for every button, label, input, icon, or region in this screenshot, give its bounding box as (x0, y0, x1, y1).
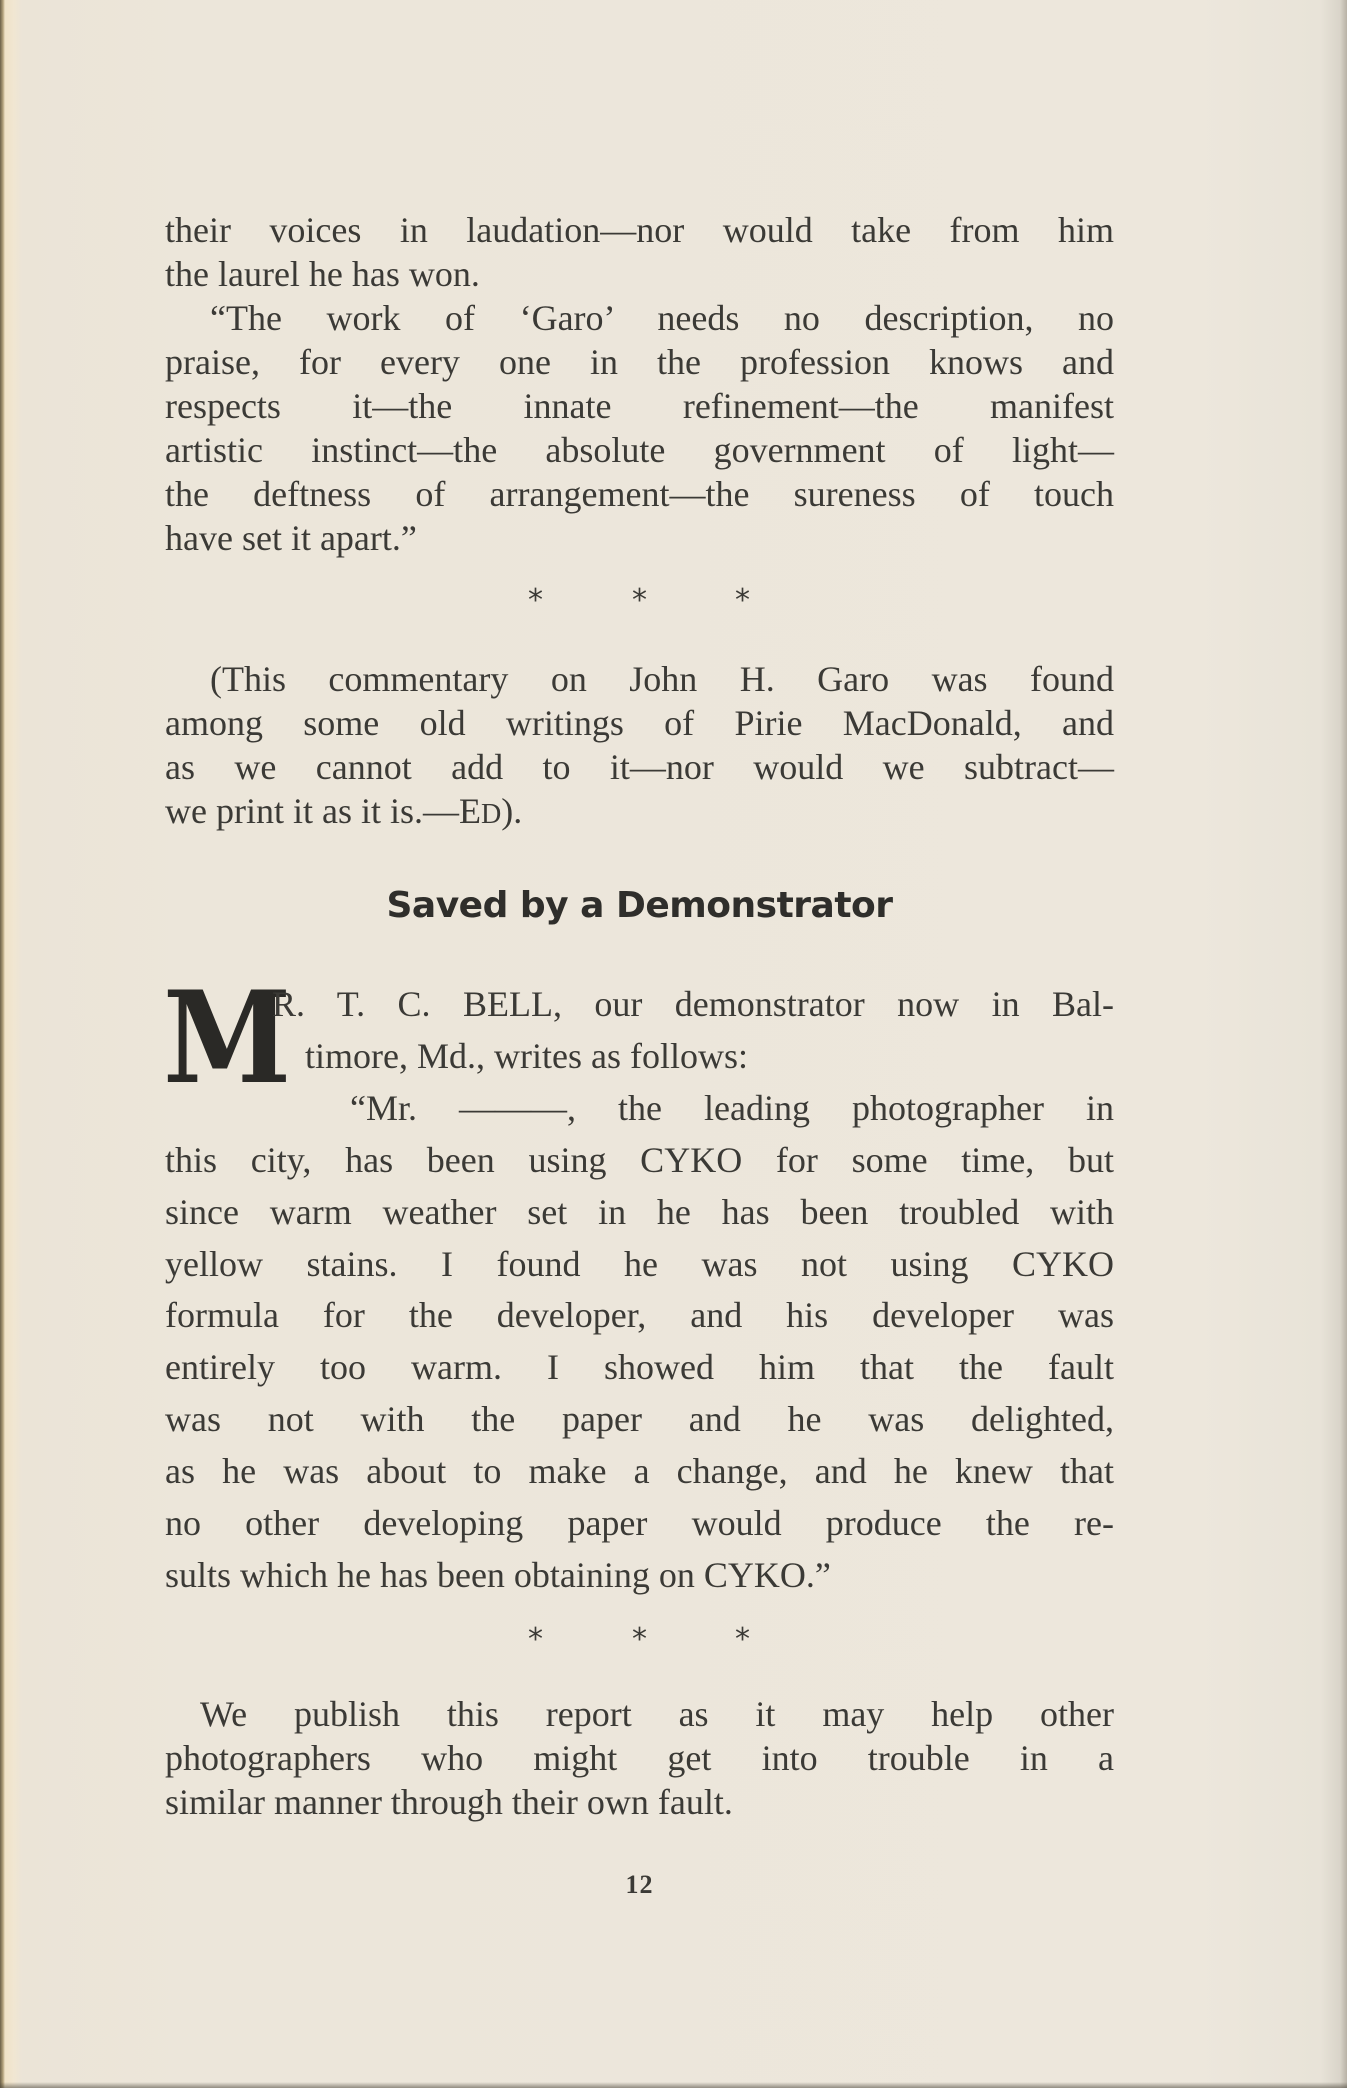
editor-note-line (165, 793, 522, 829)
editor-note-line: (This commentary on John H. Garo was found (210, 659, 1114, 699)
body-line: have set it apart.” (165, 518, 417, 558)
section-separator (520, 1622, 760, 1657)
editor-note-line: among some old writings of Pirie MacDonald, and (165, 703, 1114, 743)
page-number: 12 (625, 1870, 654, 1899)
article-line: timore, Md., writes as follows: (305, 1036, 748, 1076)
drop-cap: M (163, 964, 292, 1112)
article-line: “Mr. ———, the leading photographer in (350, 1088, 1114, 1128)
editor-abbrev-smallcap: D (480, 799, 502, 830)
article-line: yellow stains. I found he was not using CYKO (165, 1244, 1114, 1284)
asterisk: * (735, 583, 750, 618)
closing-line: We publish this report as it may help other (200, 1694, 1114, 1734)
section-separator (520, 583, 760, 618)
article-line: formula for the developer, and his developer was (165, 1295, 1114, 1335)
asterisk: * (632, 1622, 647, 1657)
article-line: no other developing paper would produce the re- (165, 1503, 1114, 1543)
article-line: this city, has been using CYKO for some time, but (165, 1140, 1114, 1180)
page-bottom-edge (0, 2082, 1347, 2088)
body-line: the deftness of arrangement—the sureness of touch (165, 474, 1114, 514)
article-line: sults which he has been obtaining on CYKO.” (165, 1555, 831, 1595)
asterisk: * (528, 583, 543, 618)
asterisk: * (632, 583, 647, 618)
body-line: “The work of ‘Garo’ needs no description, no (210, 298, 1114, 338)
editor-note-line: as we cannot add to it—nor would we subtract— (165, 747, 1114, 787)
article-line: entirely too warm. I showed him that the fault (165, 1347, 1114, 1387)
article-title: Saved by a Demonstrator (386, 885, 893, 926)
article-line: since warm weather set in he has been troubled with (165, 1192, 1114, 1232)
editor-note-end: ). (501, 791, 523, 831)
closing-line: photographers who might get into trouble in a (165, 1738, 1114, 1778)
editor-note-text: we print it as it is.—E (165, 791, 481, 831)
asterisk: * (735, 1622, 750, 1657)
body-line: artistic instinct—the absolute government of light— (165, 430, 1114, 470)
body-line: their voices in laudation—nor would take from him (165, 210, 1114, 250)
article-line: was not with the paper and he was delighted, (165, 1399, 1114, 1439)
body-line: the laurel he has won. (165, 254, 480, 294)
body-line: praise, for every one in the profession knows and (165, 342, 1114, 382)
article-line: as he was about to make a change, and he knew that (165, 1451, 1114, 1491)
article-line: R. T. C. BELL, our demonstrator now in Bal- (272, 984, 1114, 1024)
body-line: respects it—the innate refinement—the manifest (165, 386, 1114, 426)
asterisk: * (528, 1622, 543, 1657)
closing-line: similar manner through their own fault. (165, 1782, 733, 1822)
